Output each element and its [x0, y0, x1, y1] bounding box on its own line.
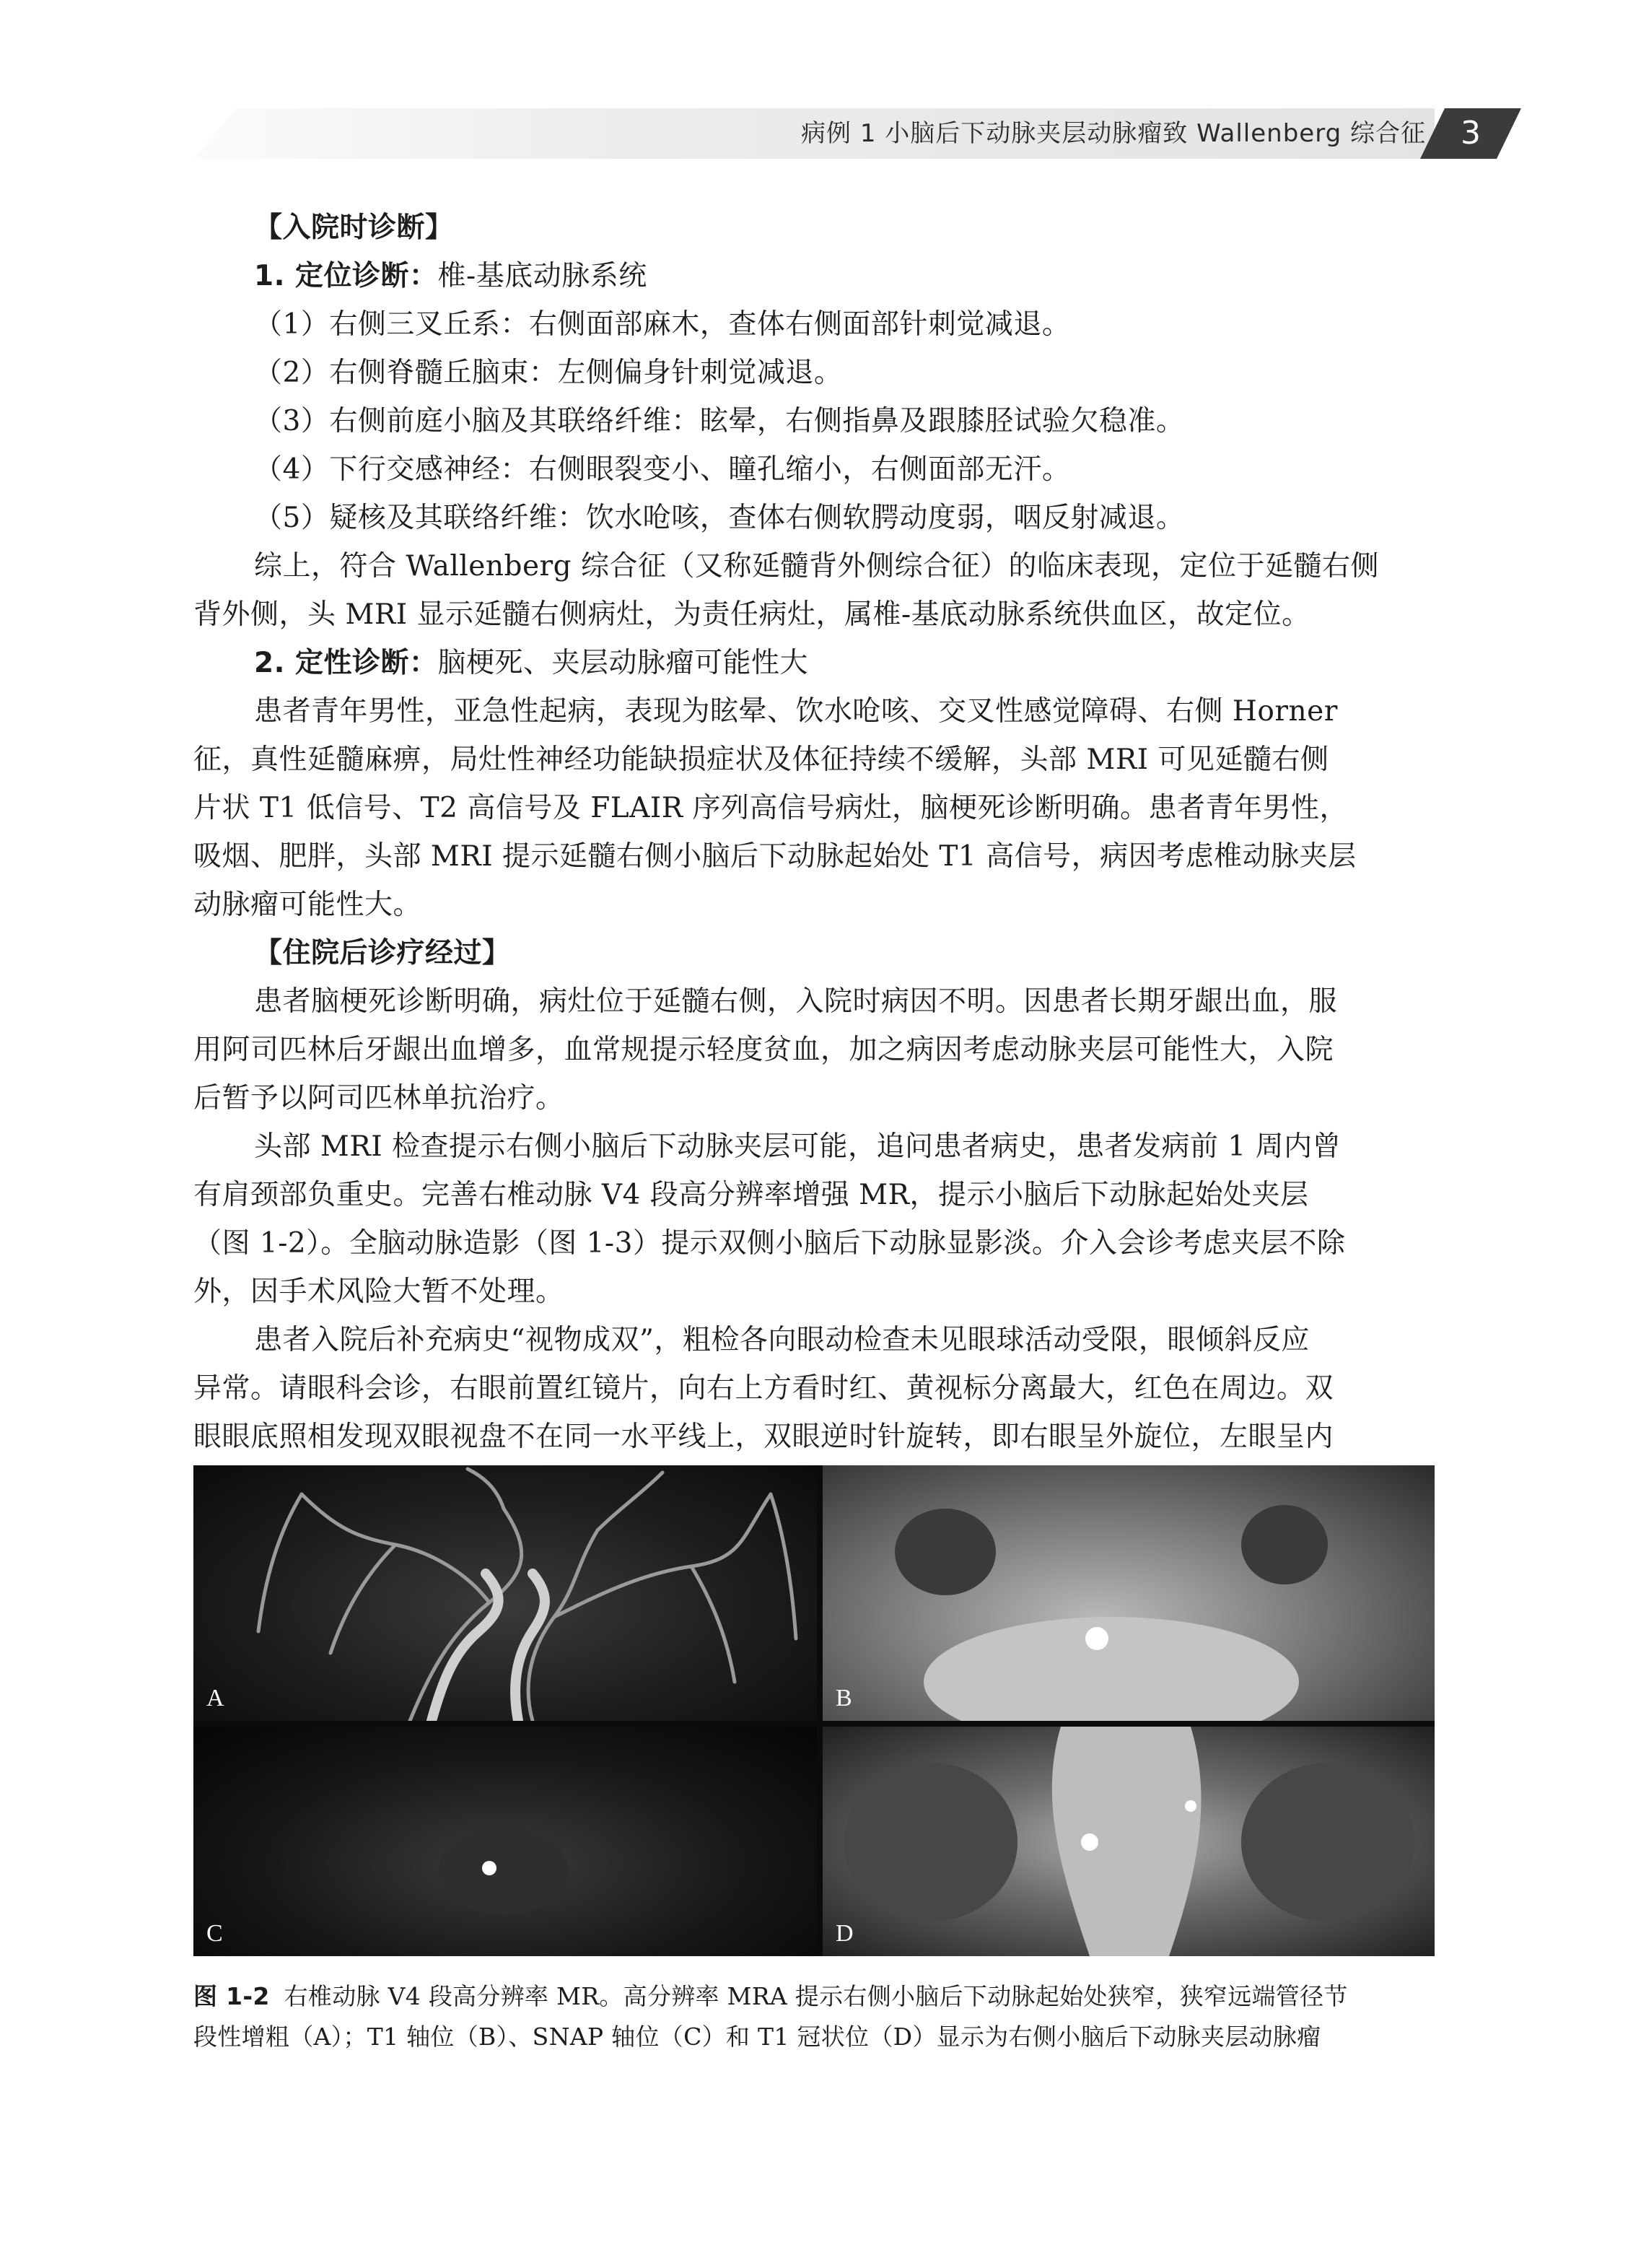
localization-diagnosis-line	[193, 252, 1435, 300]
anatomy-illustration	[193, 1727, 817, 1956]
localization-label: 1. 定位诊断：	[254, 260, 438, 292]
course-line: 异常。请眼科会诊，右眼前置红镜片，向右上方看时红、黄视标分离最大，红色在周边。双	[193, 1372, 1334, 1405]
page-number: 3	[1461, 115, 1481, 152]
caption-text-1: 右椎动脉 V4 段高分辨率 MR。高分辨率 MRA 提示右侧小脑后下动脉起始处狭窄，狭窄远端管径节	[284, 1982, 1348, 2010]
course-line: 患者脑梗死诊断明确，病灶位于延髓右侧，入院时病因不明。因患者长期牙龈出血，服	[254, 985, 1338, 1018]
course-line: 外，因手术风险大暂不处理。	[193, 1275, 564, 1308]
qualitative-diagnosis-line	[193, 639, 1435, 687]
loc-item: （3）右侧前庭小脑及其联络纤维：眩晕，右侧指鼻及跟膝胫试验欠稳准。	[254, 405, 1185, 437]
anatomy-illustration	[823, 1727, 1435, 1956]
vessel-illustration	[193, 1465, 817, 1721]
qual-line: 征，真性延髓麻痹，局灶性神经功能缺损症状及体征持续不缓解，头部 MRI 可见延髓右侧	[193, 743, 1329, 776]
qual-line: 吸烟、肥胖，头部 MRI 提示延髓右侧小脑后下动脉起始处 T1 高信号，病因考虑椎动脉夹层	[193, 840, 1357, 873]
course-line: 头部 MRI 检查提示右侧小脑后下动脉夹层可能，追问患者病史，患者发病前 1 周内曾	[254, 1130, 1342, 1163]
loc-item: （2）右侧脊髓丘脑束：左侧偏身针刺觉减退。	[254, 357, 843, 389]
course-line: 用阿司匹林后牙龈出血增多，血常规提示轻度贫血，加之病因考虑动脉夹层可能性大，入院	[193, 1034, 1334, 1066]
course-line: 患者入院后补充病史“视物成双”，粗检各向眼动检查未见眼球活动受限，眼倾斜反应	[254, 1324, 1310, 1356]
body-text	[193, 204, 1435, 1461]
panel-label: D	[836, 1920, 854, 1947]
localization-text: 椎-基底动脉系统	[437, 260, 647, 292]
caption-line-1	[193, 1976, 1435, 2017]
qual-line: 动脉瘤可能性大。	[193, 889, 422, 921]
figure-number: 图 1-2	[193, 1982, 270, 2010]
course-line: 有肩颈部负重史。完善右椎动脉 V4 段高分辨率增强 MR，提示小脑后下动脉起始处夹层	[193, 1179, 1309, 1211]
panel-b-t1-axial-image	[823, 1465, 1435, 1721]
loc-summary-line: 综上，符合 Wallenberg 综合征（又称延髓背外侧综合征）的临床表现，定位于延髓右侧	[254, 550, 1380, 583]
loc-item: （5）疑核及其联络纤维：饮水呛咳，查体右侧软腭动度弱，咽反射减退。	[254, 502, 1185, 534]
panel-label: B	[836, 1685, 852, 1711]
panel-label: C	[206, 1920, 223, 1947]
loc-item: （4）下行交感神经：右侧眼裂变小、瞳孔缩小，右侧面部无汗。	[254, 453, 1071, 486]
panel-a-mra-image	[193, 1465, 817, 1721]
caption-line-2: 段性增粗（A）；T1 轴位（B）、SNAP 轴位（C）和 T1 冠状位（D）显示为右侧小脑后下动脉夹层动脉瘤	[193, 2023, 1321, 2051]
course-line: 后暂予以阿司匹林单抗治疗。	[193, 1082, 564, 1115]
panel-c-snap-axial-image	[193, 1727, 817, 1956]
panel-label: A	[206, 1685, 224, 1711]
qual-line: 片状 T1 低信号、T2 高信号及 FLAIR 序列高信号病灶，脑梗死诊断明确。患者青年男性，	[193, 792, 1349, 824]
mr-figure	[193, 1465, 1435, 1956]
loc-summary-line: 背外侧，头 MRI 显示延髓右侧病灶，为责任病灶，属椎-基底动脉系统供血区，故定位。	[193, 598, 1310, 631]
course-line: 眼眼底照相发现双眼视盘不在同一水平线上，双眼逆时针旋转，即右眼呈外旋位，左眼呈内	[193, 1421, 1334, 1453]
panel-d-t1-coronal-image	[823, 1727, 1435, 1956]
running-header-title: 病例 1 小脑后下动脉夹层动脉瘤致 Wallenberg 综合征	[801, 119, 1426, 148]
anatomy-illustration	[823, 1465, 1435, 1721]
qual-line: 患者青年男性，亚急性起病，表现为眩晕、饮水呛咳、交叉性感觉障碍、右侧 Horner	[254, 695, 1338, 728]
section-heading-admission-diagnosis: 【入院时诊断】	[254, 211, 454, 244]
qualitative-label: 2. 定性诊断：	[254, 647, 438, 679]
section-heading-course: 【住院后诊疗经过】	[254, 937, 511, 969]
figure-caption	[193, 1976, 1435, 2057]
qualitative-text: 脑梗死、夹层动脉瘤可能性大	[437, 647, 809, 679]
course-line: （图 1-2）。全脑动脉造影（图 1-3）提示双侧小脑后下动脉显影淡。介入会诊考虑夹层不除	[193, 1227, 1346, 1260]
loc-item: （1）右侧三叉丘系：右侧面部麻木，查体右侧面部针刺觉减退。	[254, 308, 1071, 341]
